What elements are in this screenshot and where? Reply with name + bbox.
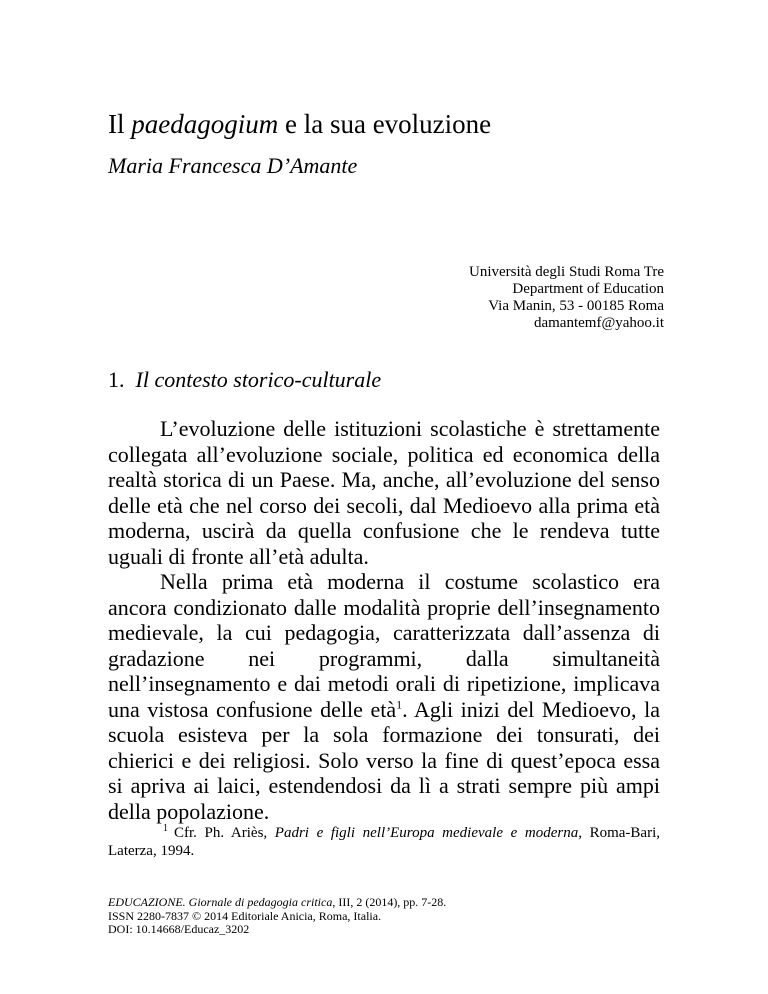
affiliation-university: Università degli Studi Roma Tre bbox=[469, 264, 664, 280]
body-text bbox=[108, 416, 660, 824]
footer-doi: DOI: 10.14668/Educaz_3202 bbox=[108, 922, 250, 936]
paragraph-2 bbox=[108, 569, 660, 824]
section-title: Il contesto storico-culturale bbox=[135, 367, 382, 392]
footer-citation bbox=[108, 896, 446, 910]
paragraph-1: L’evoluzione delle istituzioni scolastiche è strettamente collegata all’evoluzione sociale, politica ed economica della realtà storica di un Paese. Ma, anche, all’evoluzione del senso delle età che nel corso dei secoli, dal Medioevo alla prima età moderna, uscirà da quella confusione che le rendeva tutte uguali di fronte all’età adulta. bbox=[108, 416, 660, 569]
author-affiliation bbox=[469, 264, 664, 332]
footnote-number: 1 bbox=[163, 823, 168, 834]
footer-issn: ISSN 2280-7837 © 2014 Editoriale Anicia, Roma, Italia. bbox=[108, 908, 382, 923]
article-author: Maria Francesca D’Amante bbox=[108, 153, 358, 178]
paragraph-2-text-a: Nella prima età moderna il costume scolastico era ancora condizionato dalle modalità proprie dell’insegnamento medievale, la cui pedagogia, caratterizzata dall’assenza di gradazione nei programmi, dalla simultaneità nell’insegnamento e dai metodi orali di ripetizione, implicava una vistosa confusione delle età bbox=[108, 569, 660, 722]
footnote-suffix: , Roma-Bari, Laterza, 1994. bbox=[108, 825, 660, 859]
footnote-prefix: Cfr. Ph. Ariès, bbox=[174, 825, 275, 841]
section-heading bbox=[108, 366, 381, 394]
footnote bbox=[108, 820, 660, 860]
paragraph-2-text-b: . Agli inizi del Medioevo, la scuola esisteva per la sola formazione dei tonsurati, dei chierici e dei religiosi. Solo verso la fine di quest’epoca essa si apriva ai laici, estendendosi da lì a strati sempre più ampi della popolazione. bbox=[108, 696, 660, 824]
title-prefix: Il bbox=[108, 109, 132, 139]
title-suffix: e la sua evoluzione bbox=[278, 109, 492, 139]
affiliation-address: Via Manin, 53 - 00185 Roma bbox=[488, 298, 664, 314]
title-italic: paedagogium bbox=[131, 109, 279, 139]
footnote-ref[interactable]: 1 bbox=[396, 697, 403, 712]
affiliation-department: Department of Education bbox=[512, 281, 664, 297]
footer-volume: , III, 2 (2014), pp. 7-28. bbox=[332, 895, 447, 909]
article-title bbox=[108, 106, 491, 142]
affiliation-email: damantemf@yahoo.it bbox=[533, 315, 664, 331]
footer-journal: EDUCAZIONE. Giornale di pedagogia critica bbox=[108, 895, 333, 909]
section-number: 1. bbox=[108, 367, 125, 392]
footnote-book-title: Padri e figli nell’Europa medievale e moderna bbox=[274, 825, 579, 841]
journal-footer bbox=[108, 896, 446, 937]
